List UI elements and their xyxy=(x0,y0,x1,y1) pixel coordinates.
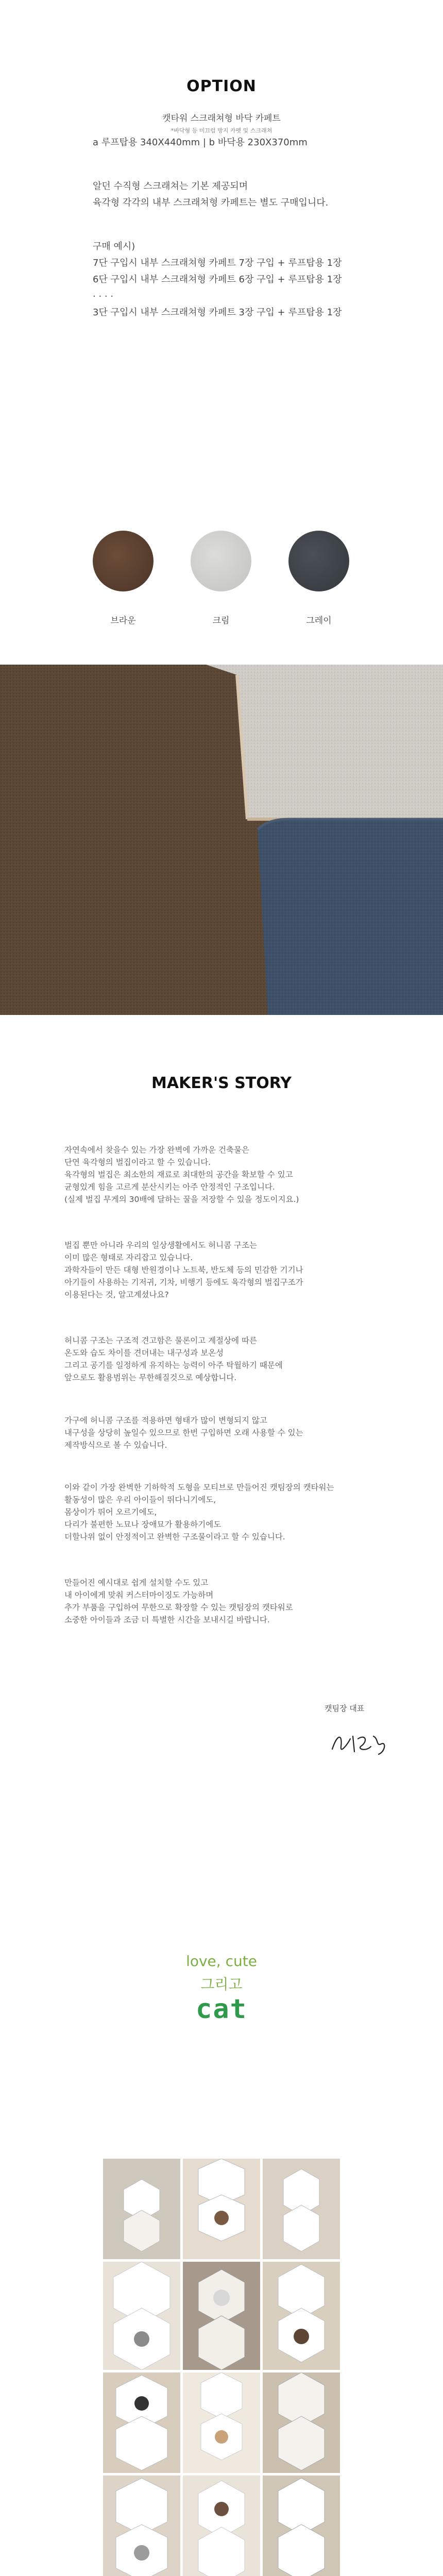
swatch-label: 브라운 xyxy=(110,616,136,626)
option-line: a 루프탑용 340X440mm | b 바닥용 230X370mm xyxy=(93,137,308,148)
option-title: OPTION xyxy=(186,77,257,95)
story-paragraph xyxy=(64,1414,384,1464)
option-subtitle: 캣타워 스크래쳐형 바닥 카페트 xyxy=(162,113,281,124)
story-paragraph xyxy=(64,1577,384,1638)
grid-photo xyxy=(183,2372,260,2473)
option-line: 3단 구입시 내부 스크래쳐형 카페트 3장 구입 + 루프탑용 1장 xyxy=(93,307,342,318)
grid-photo xyxy=(263,2159,340,2259)
grid-photo xyxy=(263,2262,340,2370)
option-line: 7단 구입시 내부 스크래쳐형 카페트 7장 구입 + 루프탑용 1장 xyxy=(93,258,342,268)
tagline-love-cute: love, cute xyxy=(186,1953,257,1970)
story-text: 가구에 허니콤 구조를 적용하면 형태가 많이 변형되지 않고 내구성을 상당히 높일수 있으므로 한번 구입하면 오래 사용할 수 있는 제작방식으로 볼 수 있습니다. xyxy=(64,1416,303,1450)
story-title: MAKER'S STORY xyxy=(151,1074,292,1092)
swatch-cream[interactable] xyxy=(191,531,251,591)
story-text: 만들어진 예시대로 쉽게 설치할 수도 있고 내 아이에게 맞춰 커스터마이징도 가능하며 추가 부품을 구입하여 무한으로 확장할 수 있는 캣팀장의 캣타워로 소중한 아이들과 조금 더 특별한 시간을 보내시길 바랍니다. xyxy=(64,1578,293,1624)
grid-photo xyxy=(103,2159,180,2259)
story-paragraph xyxy=(64,1481,384,1555)
swatch-label: 그레이 xyxy=(306,616,332,626)
tagline-cat: cat xyxy=(196,1994,247,2025)
signer-label: 캣팀장 대표 xyxy=(325,1704,365,1713)
swatch-brown[interactable] xyxy=(93,531,154,591)
cat-photo-grid xyxy=(103,2159,340,2576)
grid-photo xyxy=(263,2476,340,2576)
swatch-label: 크림 xyxy=(212,616,230,626)
grid-photo xyxy=(103,2372,180,2473)
option-line: 육각형 각각의 내부 스크래쳐형 카페트는 별도 구매입니다. xyxy=(93,197,329,208)
grid-photo xyxy=(183,2262,260,2370)
story-text: 벌집 뿐만 아니라 우리의 일상생활에서도 허니콤 구조는 이미 많은 형태로 자리잡고 있습니다. 과학자들이 만든 대형 반원경이나 노트북, 반도체 등의 민감한 기기나 아기들이 사용하는 기저귀, 기차, 비행기 등에도 육각형의 벌집구조가 이용된다는 것, 알고계셨나요? xyxy=(64,1241,303,1299)
story-text: 자연속에서 찾을수 있는 가장 완벽에 가까운 건축물은 단연 육각형의 벌집이라고 할 수 있습니다. 육각형의 벌집은 최소한의 재료로 최대한의 공간을 확보할 수 있고 균형있게 힘을 고르게 분산시키는 아주 안정적인 구조입니다. (실제 벌집 무게의 30배에 달하는 꿀을 저장할 수 있을 정도이지요.) xyxy=(64,1145,299,1204)
story-text: 허니콤 구조는 구조적 견고함은 물론이고 계절상에 따른 온도와 습도 차이를 견뎌내는 내구성과 보온성 그리고 공기를 일정하게 유지하는 능력이 아주 탁월하기 때문에 앞으로도 활용범위는 무한해질것으로 예상합니다. xyxy=(64,1336,283,1382)
story-paragraph xyxy=(64,1239,384,1313)
swatch-gray[interactable] xyxy=(288,531,349,591)
signature xyxy=(330,1728,391,1761)
grid-photo xyxy=(103,2476,180,2576)
option-line: 알던 수직형 스크래쳐는 기본 제공되며 xyxy=(93,181,248,192)
grid-photo xyxy=(103,2262,180,2370)
grid-photo xyxy=(183,2159,260,2259)
carpet-photo xyxy=(0,665,443,1015)
grid-photo xyxy=(263,2372,340,2473)
option-note: *바닥형 등 미끄럼 방지 카펫 및 스크래쳐 xyxy=(171,127,272,134)
story-paragraph xyxy=(64,1334,384,1396)
option-line: . . . . xyxy=(93,289,114,299)
story-text: 이와 같이 가장 완벽한 기하학적 도형을 모티브로 만들어진 캣팀장의 캣타워는 활동성이 많은 우리 아이들이 뛰다니기에도, 몸상이가 뛰어 오르기에도, 다리가 불편한 노묘나 장애묘가 활용하기에도 더할나위 없이 안정적이고 완벽한 구조물이라고 할 수 있습니다. xyxy=(64,1483,334,1541)
grid-photo xyxy=(183,2476,260,2576)
tagline-and: 그리고 xyxy=(200,1976,243,1993)
option-line: 6단 구입시 내부 스크래쳐형 카페트 6장 구입 + 루프탑용 1장 xyxy=(93,274,342,285)
option-line: 구매 예시) xyxy=(93,241,135,252)
story-paragraph xyxy=(64,1144,384,1218)
